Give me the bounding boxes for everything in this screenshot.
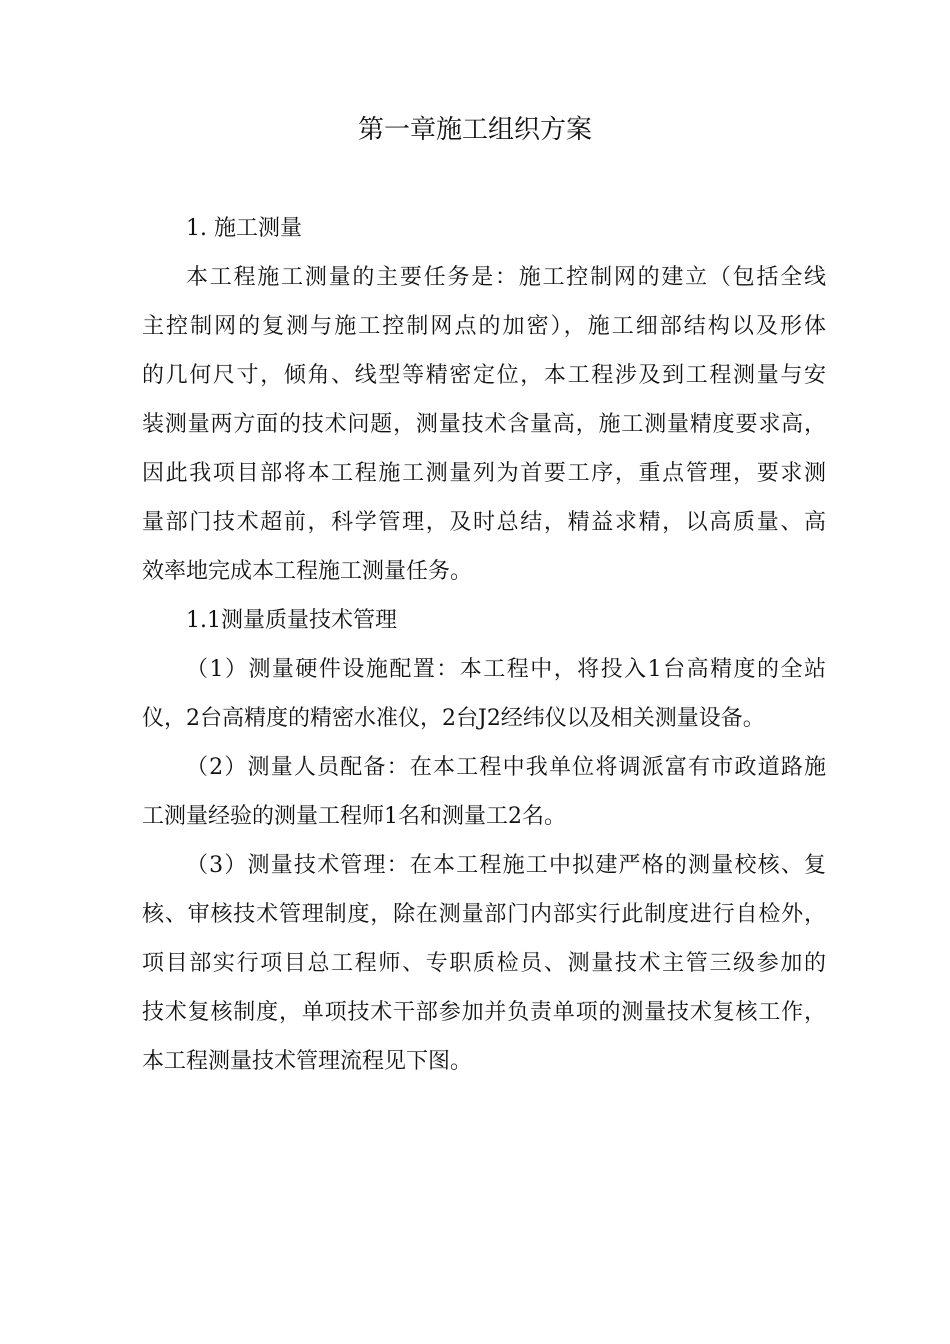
section-heading-surveying: 1. 施工测量 — [186, 216, 302, 241]
paragraph-line: 的几何尺寸，倾角、线型等精密定位，本工程涉及到工程测量与安 — [142, 363, 826, 388]
paragraph-line: 因此我项目部将本工程施工测量列为首要工序，重点管理，要求测 — [142, 461, 826, 486]
subsection-heading-quality: 1.1测量质量技术管理 — [186, 608, 397, 633]
paragraph-line: 技术复核制度，单项技术干部参加并负责单项的测量技术复核工作， — [142, 1000, 826, 1025]
paragraph-line: 工测量经验的测量工程师1名和测量工2名。 — [142, 804, 566, 829]
paragraph-line: （3）测量技术管理：在本工程施工中拟建严格的测量校核、复 — [186, 853, 826, 878]
paragraph-line: 本工程测量技术管理流程见下图。 — [142, 1049, 473, 1074]
paragraph-line: 项目部实行项目总工程师、专职质检员、测量技术主管三级参加的 — [142, 951, 826, 976]
chapter-title: 第一章施工组织方案 — [357, 115, 592, 145]
paragraph-line: 量部门技术超前，科学管理，及时总结，精益求精，以高质量、高 — [142, 510, 826, 535]
paragraph-line: （2）测量人员配备：在本工程中我单位将调派富有市政道路施 — [186, 755, 826, 780]
paragraph-line: （1）测量硬件设施配置：本工程中，将投入1台高精度的全站 — [186, 657, 826, 682]
paragraph-line: 装测量两方面的技术问题，测量技术含量高，施工测量精度要求高， — [142, 412, 826, 437]
paragraph-line: 效率地完成本工程施工测量任务。 — [142, 559, 473, 584]
paragraph-line: 仪，2台高精度的精密水准仪，2台J2经纬仪以及相关测量设备。 — [142, 706, 765, 731]
document-body — [142, 204, 826, 1086]
paragraph-line: 本工程施工测量的主要任务是：施工控制网的建立（包括全线 — [186, 265, 826, 290]
paragraph-line: 主控制网的复测与施工控制网点的加密），施工细部结构以及形体 — [142, 314, 826, 339]
paragraph-line: 核、审核技术管理制度，除在测量部门内部实行此制度进行自检外， — [142, 902, 826, 927]
